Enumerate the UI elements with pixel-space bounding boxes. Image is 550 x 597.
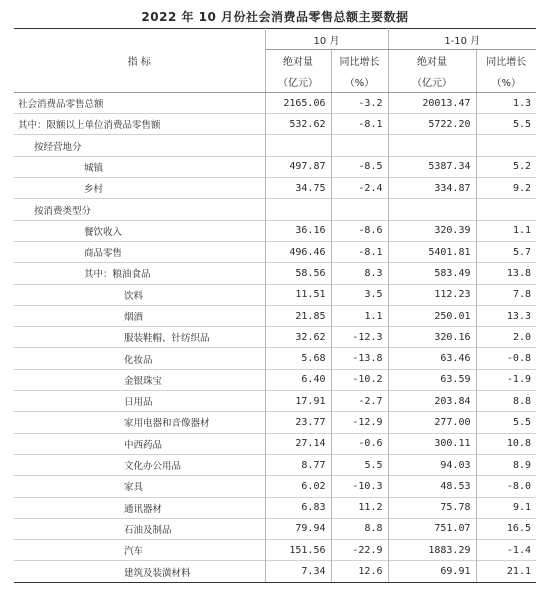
oct-yoy-value: -13.8 [331, 348, 388, 369]
oct-absolute-value: 7.34 [265, 561, 331, 582]
table-row [14, 327, 536, 348]
ytd-absolute-value: 5722.20 [388, 114, 476, 135]
table-row [14, 220, 536, 241]
table-row [14, 348, 536, 369]
oct-yoy-value: -8.1 [331, 114, 388, 135]
oct-absolute-value: 6.40 [265, 369, 331, 390]
table-title: 2022 年 10 月份社会消费品零售总额主要数据 [141, 10, 409, 24]
row-label: 通讯器材 [14, 497, 265, 518]
oct-unit-header: （亿元） [265, 71, 331, 92]
oct-yoy-value: -22.9 [331, 540, 388, 561]
ytd-absolute-value: 5401.81 [388, 241, 476, 262]
row-label: 家用电器和音像器材 [14, 412, 265, 433]
row-label: 化妆品 [14, 348, 265, 369]
oct-absolute-value: 79.94 [265, 518, 331, 539]
ytd-yoy-value: 5.5 [476, 114, 536, 135]
oct-yoy-value: -10.3 [331, 476, 388, 497]
ytd-absolute-value: 94.03 [388, 454, 476, 475]
table-row [14, 518, 536, 539]
oct-absolute-value [265, 135, 331, 156]
oct-yoy-value: -3.2 [331, 92, 388, 113]
ytd-yoy-value [476, 199, 536, 220]
ytd-absolute-header: 绝对量 [388, 50, 476, 71]
oct-yoy-value: -2.4 [331, 178, 388, 199]
oct-yoy-value: 5.5 [331, 454, 388, 475]
oct-yoy-value [331, 135, 388, 156]
oct-absolute-header: 绝对量 [265, 50, 331, 71]
table-body [14, 92, 536, 582]
row-label: 按消费类型分 [14, 199, 265, 220]
ytd-yoy-value: 7.8 [476, 284, 536, 305]
ytd-yoy-value: 10.8 [476, 433, 536, 454]
oct-yoy-value: 11.2 [331, 497, 388, 518]
oct-absolute-value: 532.62 [265, 114, 331, 135]
table-row [14, 454, 536, 475]
row-label: 日用品 [14, 391, 265, 412]
ytd-absolute-value [388, 199, 476, 220]
ytd-absolute-value: 203.84 [388, 391, 476, 412]
row-label: 金银珠宝 [14, 369, 265, 390]
oct-yoy-value: -8.6 [331, 220, 388, 241]
ytd-yoy-value: -0.8 [476, 348, 536, 369]
ytd-absolute-value [388, 135, 476, 156]
table-row [14, 305, 536, 326]
row-label: 饮料 [14, 284, 265, 305]
ytd-absolute-value: 277.00 [388, 412, 476, 433]
oct-yoy-value [331, 199, 388, 220]
table-row [14, 199, 536, 220]
oct-absolute-value: 8.77 [265, 454, 331, 475]
ytd-absolute-value: 334.87 [388, 178, 476, 199]
ytd-unit-header: （亿元） [388, 71, 476, 92]
oct-yoy-value: -2.7 [331, 391, 388, 412]
oct-absolute-value: 21.85 [265, 305, 331, 326]
row-label: 其中：限额以上单位消费品零售额 [14, 114, 265, 135]
period-ytd-header: 1-10 月 [388, 29, 536, 50]
row-label: 服装鞋帽、针纺织品 [14, 327, 265, 348]
ytd-absolute-value: 69.91 [388, 561, 476, 582]
row-label: 按经营地分 [14, 135, 265, 156]
oct-absolute-value: 32.62 [265, 327, 331, 348]
oct-absolute-value: 496.46 [265, 241, 331, 262]
oct-yoy-value: -0.6 [331, 433, 388, 454]
row-label: 家具 [14, 476, 265, 497]
ytd-yoy-value: -1.4 [476, 540, 536, 561]
oct-yoy-value: 8.8 [331, 518, 388, 539]
row-label: 中西药品 [14, 433, 265, 454]
ytd-yoy-value: 8.8 [476, 391, 536, 412]
oct-yoy-value: -12.3 [331, 327, 388, 348]
oct-absolute-value: 151.56 [265, 540, 331, 561]
oct-absolute-value: 17.91 [265, 391, 331, 412]
oct-absolute-value: 36.16 [265, 220, 331, 241]
oct-absolute-value: 5.68 [265, 348, 331, 369]
ytd-yoy-value: -8.0 [476, 476, 536, 497]
ytd-yoy-value: 1.3 [476, 92, 536, 113]
retail-sales-table [14, 28, 536, 583]
oct-pct-header: （%） [331, 71, 388, 92]
oct-absolute-value: 58.56 [265, 263, 331, 284]
table-row [14, 433, 536, 454]
table-row [14, 561, 536, 582]
oct-absolute-value: 497.87 [265, 156, 331, 177]
ytd-yoy-value: 8.9 [476, 454, 536, 475]
oct-absolute-value [265, 199, 331, 220]
table-row [14, 284, 536, 305]
ytd-absolute-value: 20013.47 [388, 92, 476, 113]
ytd-absolute-value: 320.39 [388, 220, 476, 241]
table-row [14, 369, 536, 390]
oct-yoy-value: -10.2 [331, 369, 388, 390]
period-oct-header: 10 月 [265, 29, 388, 50]
ytd-yoy-value [476, 135, 536, 156]
ytd-yoy-value: 5.2 [476, 156, 536, 177]
ytd-absolute-value: 320.16 [388, 327, 476, 348]
table-row [14, 178, 536, 199]
ytd-yoy-value: 5.7 [476, 241, 536, 262]
oct-absolute-value: 11.51 [265, 284, 331, 305]
table-row [14, 476, 536, 497]
ytd-absolute-value: 250.01 [388, 305, 476, 326]
oct-yoy-header: 同比增长 [331, 50, 388, 71]
ytd-yoy-value: 9.2 [476, 178, 536, 199]
ytd-absolute-value: 112.23 [388, 284, 476, 305]
table-row [14, 135, 536, 156]
ytd-absolute-value: 63.46 [388, 348, 476, 369]
oct-absolute-value: 23.77 [265, 412, 331, 433]
ytd-yoy-value: 13.3 [476, 305, 536, 326]
ytd-absolute-value: 75.78 [388, 497, 476, 518]
row-label: 汽车 [14, 540, 265, 561]
ytd-absolute-value: 1883.29 [388, 540, 476, 561]
row-label: 石油及制品 [14, 518, 265, 539]
indicator-header: 指 标 [14, 29, 265, 93]
oct-yoy-value: 8.3 [331, 263, 388, 284]
table-row [14, 497, 536, 518]
table-row [14, 92, 536, 113]
table-row [14, 540, 536, 561]
ytd-pct-header: （%） [476, 71, 536, 92]
ytd-yoy-value: 13.8 [476, 263, 536, 284]
oct-yoy-value: -12.9 [331, 412, 388, 433]
row-label: 建筑及装潢材料 [14, 561, 265, 582]
ytd-yoy-value: 2.0 [476, 327, 536, 348]
oct-absolute-value: 34.75 [265, 178, 331, 199]
oct-yoy-value: 12.6 [331, 561, 388, 582]
header-row-period [14, 29, 536, 50]
oct-yoy-value: 3.5 [331, 284, 388, 305]
ytd-absolute-value: 583.49 [388, 263, 476, 284]
ytd-absolute-value: 48.53 [388, 476, 476, 497]
row-label: 乡村 [14, 178, 265, 199]
table-row [14, 412, 536, 433]
row-label: 其中：粮油食品 [14, 263, 265, 284]
ytd-yoy-value: 1.1 [476, 220, 536, 241]
table-row [14, 114, 536, 135]
ytd-absolute-value: 63.59 [388, 369, 476, 390]
ytd-yoy-value: 21.1 [476, 561, 536, 582]
ytd-absolute-value: 751.07 [388, 518, 476, 539]
oct-absolute-value: 6.02 [265, 476, 331, 497]
oct-yoy-value: 1.1 [331, 305, 388, 326]
row-label: 餐饮收入 [14, 220, 265, 241]
oct-absolute-value: 27.14 [265, 433, 331, 454]
oct-absolute-value: 2165.06 [265, 92, 331, 113]
row-label: 文化办公用品 [14, 454, 265, 475]
ytd-yoy-value: 16.5 [476, 518, 536, 539]
table-row [14, 156, 536, 177]
row-label: 商品零售 [14, 241, 265, 262]
row-label: 烟酒 [14, 305, 265, 326]
row-label: 城镇 [14, 156, 265, 177]
table-row [14, 263, 536, 284]
ytd-absolute-value: 300.11 [388, 433, 476, 454]
ytd-yoy-value: -1.9 [476, 369, 536, 390]
table-row [14, 241, 536, 262]
oct-yoy-value: -8.5 [331, 156, 388, 177]
oct-absolute-value: 6.83 [265, 497, 331, 518]
ytd-yoy-value: 5.5 [476, 412, 536, 433]
ytd-yoy-header: 同比增长 [476, 50, 536, 71]
table-row [14, 391, 536, 412]
ytd-absolute-value: 5387.34 [388, 156, 476, 177]
oct-yoy-value: -8.1 [331, 241, 388, 262]
row-label: 社会消费品零售总额 [14, 92, 265, 113]
ytd-yoy-value: 9.1 [476, 497, 536, 518]
